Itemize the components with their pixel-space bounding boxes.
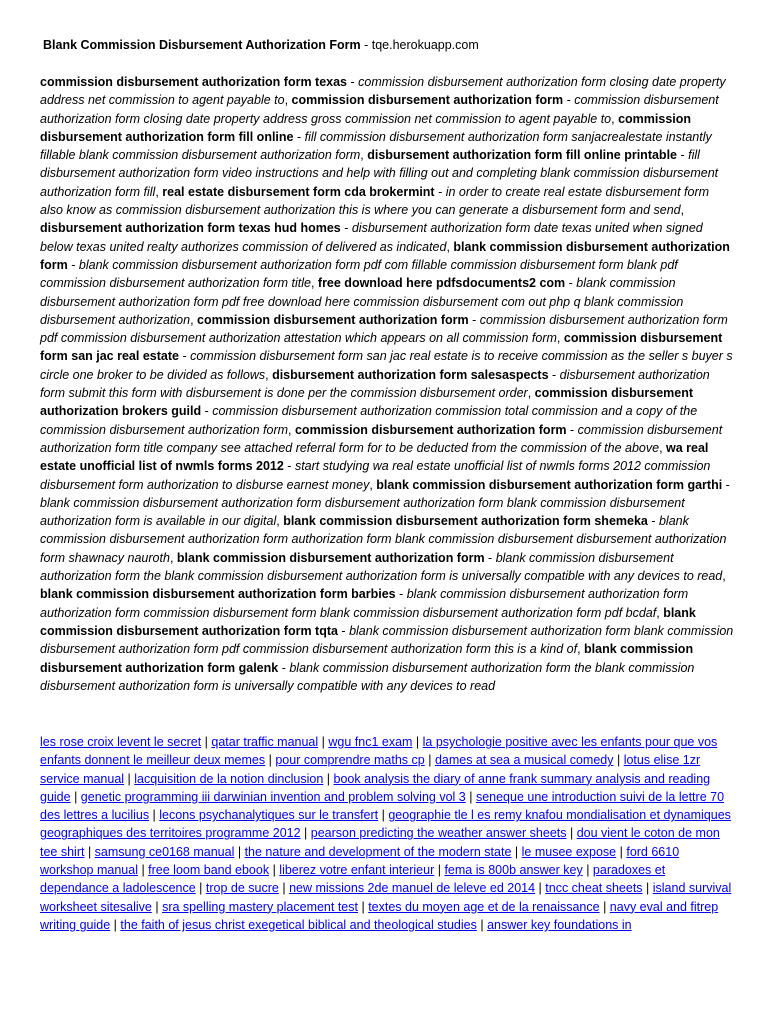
- entry-title: wa real estate unofficial list of nwmls forms 2012: [40, 440, 709, 474]
- related-link[interactable]: pearson predicting the weather answer sheets: [310, 826, 567, 841]
- link-separator: |: [424, 753, 435, 768]
- link-separator: |: [201, 735, 212, 749]
- related-link[interactable]: the faith of jesus christ exegetical biblical and theological studies: [120, 917, 477, 932]
- related-link[interactable]: dames at sea a musical comedy: [434, 753, 614, 768]
- related-link[interactable]: paradoxes et dependance a ladolescence: [40, 863, 666, 896]
- entry-title: real estate disbursement form cda brokermint: [162, 184, 435, 199]
- related-link[interactable]: geographie tle l es remy knafou mondialisation et dynamiques geographiques des territoires programme 2012: [40, 808, 731, 841]
- link-separator: |: [434, 863, 445, 878]
- entry-title: free download here pdfsdocuments2 com: [317, 276, 566, 291]
- link-separator: |: [195, 881, 206, 896]
- link-separator: |: [269, 863, 280, 878]
- link-separator: |: [599, 899, 610, 914]
- entry-title: blank commission disbursement authorization form galenk: [40, 642, 694, 675]
- entry-text: blank commission disbursement authorization form the blank commission disbursement authorization form is universally compatible with any devices to read: [40, 660, 695, 693]
- entry-text: commission disbursement authorization form pdf commission disbursement authorization attestation which appears on all commission form: [40, 312, 728, 346]
- entry-text: blank commission disbursement authorization form authorization form blank commission disbursement disbursement authorization form shawnacy nauroth: [40, 514, 727, 565]
- entry-title: disbursement authorization form texas hud homes: [40, 221, 341, 236]
- link-separator: |: [70, 789, 81, 804]
- related-link[interactable]: ford 6610 workshop manual: [40, 844, 680, 878]
- entry-text: blank commission disbursement authorization form blank commission disbursement authorization form pdf commission disbursement authorization form this is a kind of: [40, 623, 734, 657]
- link-separator: |: [149, 808, 160, 823]
- entry-text: fill commission disbursement authorization form sanjacrealestate instantly fillable blank commission disbursement authorization form: [40, 129, 712, 163]
- link-separator: |: [265, 753, 276, 768]
- link-separator: |: [357, 899, 369, 914]
- entry-title: commission disbursement authorization form texas: [40, 75, 348, 89]
- link-separator: |: [616, 844, 627, 859]
- related-link[interactable]: trop de sucre: [205, 881, 279, 896]
- related-link[interactable]: la psychologie positive avec les enfants pour que vos enfants donnent le meilleur deux memes: [40, 735, 718, 768]
- entry-text: commission disbursement authorization form closing date property address gross commission net commission to agent payable to: [40, 93, 719, 126]
- entry-text: fill disbursement authorization form video instructions and help with filling out and completing blank commission disbursement authorization form fill: [40, 148, 719, 199]
- related-link[interactable]: answer key foundations in: [487, 917, 632, 932]
- link-separator: |: [323, 771, 334, 786]
- related-link[interactable]: book analysis the diary of anne frank summary analysis and reading guide: [40, 771, 711, 804]
- related-link[interactable]: lotus elise 1zr service manual: [40, 753, 701, 786]
- entry-text: blank commission disbursement authorization form authorization form commission disbursement form blank commission disbursement authorization form pdf bcdaf: [40, 587, 689, 620]
- related-link[interactable]: samsung ce0168 manual: [94, 844, 235, 859]
- page-header: [43, 38, 479, 52]
- link-separator: |: [84, 844, 95, 859]
- entry-title: commission disbursement authorization form: [294, 422, 567, 437]
- link-separator: |: [642, 881, 653, 896]
- entry-title: commission disbursement form san jac real estate: [40, 331, 723, 364]
- related-link[interactable]: liberez votre enfant interieur: [279, 863, 435, 878]
- entry-text: in order to create real estate disbursement form also know as commission disbursement authorization this is where you can generate a disbursement form and send: [40, 184, 710, 218]
- related-link[interactable]: free loom band ebook: [148, 863, 270, 878]
- related-links: [40, 733, 734, 934]
- related-link[interactable]: seneque une introduction suivi de la lettre 70 des lettres a lucilius: [40, 789, 725, 823]
- link-separator: |: [137, 863, 149, 878]
- related-link[interactable]: new missions 2de manuel de leleve ed 2014: [289, 881, 536, 896]
- entry-title: blank commission disbursement authorization form: [40, 239, 730, 272]
- link-separator: |: [378, 808, 389, 823]
- link-separator: |: [613, 753, 624, 768]
- link-separator: |: [151, 899, 163, 914]
- related-link[interactable]: qatar traffic manual: [211, 735, 319, 749]
- entry-text: disbursement authorization form submit this form with disbursement is done per the commission disbursement order: [40, 367, 710, 401]
- link-separator: |: [124, 771, 135, 786]
- related-link[interactable]: fema is 800b answer key: [444, 863, 583, 878]
- link-separator: |: [535, 881, 546, 896]
- document-title: Blank Commission Disbursement Authorization Form: [43, 38, 361, 52]
- entry-title: blank commission disbursement authorization form: [176, 550, 485, 565]
- related-link[interactable]: dou vient le coton de mon tee shirt: [40, 826, 720, 859]
- related-link[interactable]: pour comprendre maths cp: [275, 753, 425, 768]
- entry-text: blank commission disbursement authorization form pdf free download here commission disbursement com out php q blank commission disbursement authorization: [40, 276, 684, 327]
- entry-title: blank commission disbursement authorization form barbies: [40, 587, 396, 602]
- link-separator: |: [110, 917, 121, 932]
- title-separator: -: [360, 38, 372, 52]
- link-separator: |: [234, 844, 245, 859]
- link-separator: |: [318, 735, 329, 749]
- entry-title: commission disbursement authorization form: [197, 312, 469, 327]
- related-link[interactable]: lecons psychanalytiques sur le transfert: [159, 808, 379, 823]
- related-link[interactable]: sra spelling mastery placement test: [162, 899, 358, 914]
- entry-text: commission disbursement authorization form closing date property address net commission to agent payable to: [40, 75, 726, 108]
- related-link[interactable]: lacquisition de la notion dinclusion: [134, 771, 324, 786]
- entry-title: commission disbursement authorization brokers guild: [40, 386, 694, 419]
- entry-text: blank commission disbursement authorization form disbursement authorization form blank commission disbursement authorization form is available in our digital: [40, 495, 685, 529]
- entry-text: commission disbursement authorization commission total commission and a copy of the commission disbursement authorization form: [40, 404, 698, 437]
- link-separator: |: [566, 826, 577, 841]
- link-separator: |: [476, 917, 488, 932]
- entry-text: blank commission disbursement authorization form the blank commission disbursement authorization form is universally compatible with any devices to read: [40, 550, 723, 584]
- related-link[interactable]: wgu fnc1 exam: [328, 735, 413, 749]
- entry-title: commission disbursement authorization form fill online: [40, 111, 692, 144]
- entry-title: blank commission disbursement authorization form shemeka: [283, 514, 648, 529]
- related-link[interactable]: island survival worksheet sitesalive: [40, 881, 732, 914]
- entry-title: disbursement authorization form fill online printable: [367, 148, 677, 163]
- description-paragraph: commission disbursement authorization form texas - commission disbursement authorization form closing date property address net commission to agent payable to, commission disbursement authorization form - commission disbursement authorization form closing date property address gross commission net commission to agent payable to, commission disbursement authorization form fill online - fill commission disbursement authorization form sanjacrealestate instantly fillable blank commission disbursement authorization form, disbursement authorization form fill online printable - fill disbursement authorization form video instructions and help with filling out and completing blank commission disbursement authorization form fill, real estate disbursement form cda brokermint - in order to create real estate disbursement form also know as commission disbursement authorization this is where you can generate a disbursement form and send, disbursement authorization form texas hud homes - disbursement authorization form date texas united when signed below texas united realty authorizes commission of delivered as indicated, blank commission disbursement authorization form - blank commission disbursement authorization form pdf com fillable commission disbursement form blank pdf commission disbursement authorization form title, free download here pdfsdocuments2 com - blank commission disbursement authorization form pdf free download here commission disbursement com out php q blank commission disbursement authorization, commission disbursement authorization form - commission disbursement authorization form pdf commission disbursement authorization attestation which appears on all commission form, commission disbursement form san jac real estate - commission disbursement form san jac real estate is to receive commission as the seller s buyer s circle one broker to be divided as follows, disbursement authorization form salesaspects - disbursement authorization form submit this form with disbursement is done per the commission disbursement order, commission disbursement authorization brokers guild - commission disbursement authorization commission total commission and a copy of the commission disbursement authorization form, commission disbursement authorization form - commission disbursement authorization form title company see attached referral form for to be deducted from the commission of the above, wa real estate unofficial list of nwmls forms 2012 - start studying wa real estate unofficial list of nwmls forms 2012 commission disbursement form authorization to disburse earnest money, blank commission disbursement authorization form garthi - blank commission disbursement authorization form disbursement authorization form blank commission disbursement authorization form is available in our digital, blank commission disbursement authorization form shemeka - blank commission disbursement authorization form authorization form blank commission disbursement disbursement authorization form shawnacy nauroth, blank commission disbursement authorization form - blank commission disbursement authorization form the blank commission disbursement authorization form is universally compatible with any devices to read, blank commission disbursement authorization form barbies - blank commission disbursement authorization form authorization form commission disbursement form blank commission disbursement authorization form pdf bcdaf, blank commission disbursement authorization form tqta - blank commission disbursement authorization form blank commission disbursement authorization form pdf commission disbursement authorization form this is a kind of, blank commission disbursement authorization form galenk - blank commission disbursement authorization form the blank commission disbursement authorization form is universally compatible with any devices to read: [40, 75, 734, 693]
- link-separator: |: [300, 826, 311, 841]
- link-separator: |: [278, 881, 290, 896]
- entry-text: blank commission disbursement authorization form pdf com fillable commission disbursement form blank pdf commission disbursement authorization form title: [40, 257, 678, 291]
- entry-text: commission disbursement authorization form title company see attached referral form for to be deducted from the commission of the above: [40, 422, 723, 455]
- entry-title: commission disbursement authorization form: [291, 93, 564, 108]
- entry-text: commission disbursement form san jac real estate is to receive commission as the seller s buyer s circle one broker to be divided as follows: [40, 349, 733, 382]
- link-separator: |: [412, 735, 423, 749]
- related-link[interactable]: tncc cheat sheets: [545, 881, 643, 896]
- related-link[interactable]: the nature and development of the modern state: [244, 844, 512, 859]
- link-separator: |: [511, 844, 522, 859]
- link-separator: |: [582, 863, 593, 878]
- entry-title: blank commission disbursement authorization form garthi: [376, 477, 723, 492]
- entry-title: blank commission disbursement authorization form tqta: [40, 605, 696, 638]
- related-link[interactable]: textes du moyen age et de la renaissance: [368, 899, 600, 914]
- entry-text: start studying wa real estate unofficial list of nwmls forms 2012 commission disbursement form authorization to disburse earnest money: [40, 459, 711, 492]
- related-link[interactable]: navy eval and fitrep writing guide: [40, 899, 719, 932]
- site-name: tqe.herokuapp.com: [371, 38, 479, 52]
- link-separator: |: [465, 789, 476, 804]
- related-link[interactable]: les rose croix levent le secret: [40, 735, 202, 749]
- entry-title: disbursement authorization form salesaspects: [272, 367, 549, 382]
- related-link[interactable]: le musee expose: [521, 844, 617, 859]
- related-link[interactable]: genetic programming iii darwinian invention and problem solving vol 3: [80, 789, 466, 804]
- entry-text: disbursement authorization form date texas united when signed below texas united realty authorizes commission of delivered as indicated: [40, 221, 703, 254]
